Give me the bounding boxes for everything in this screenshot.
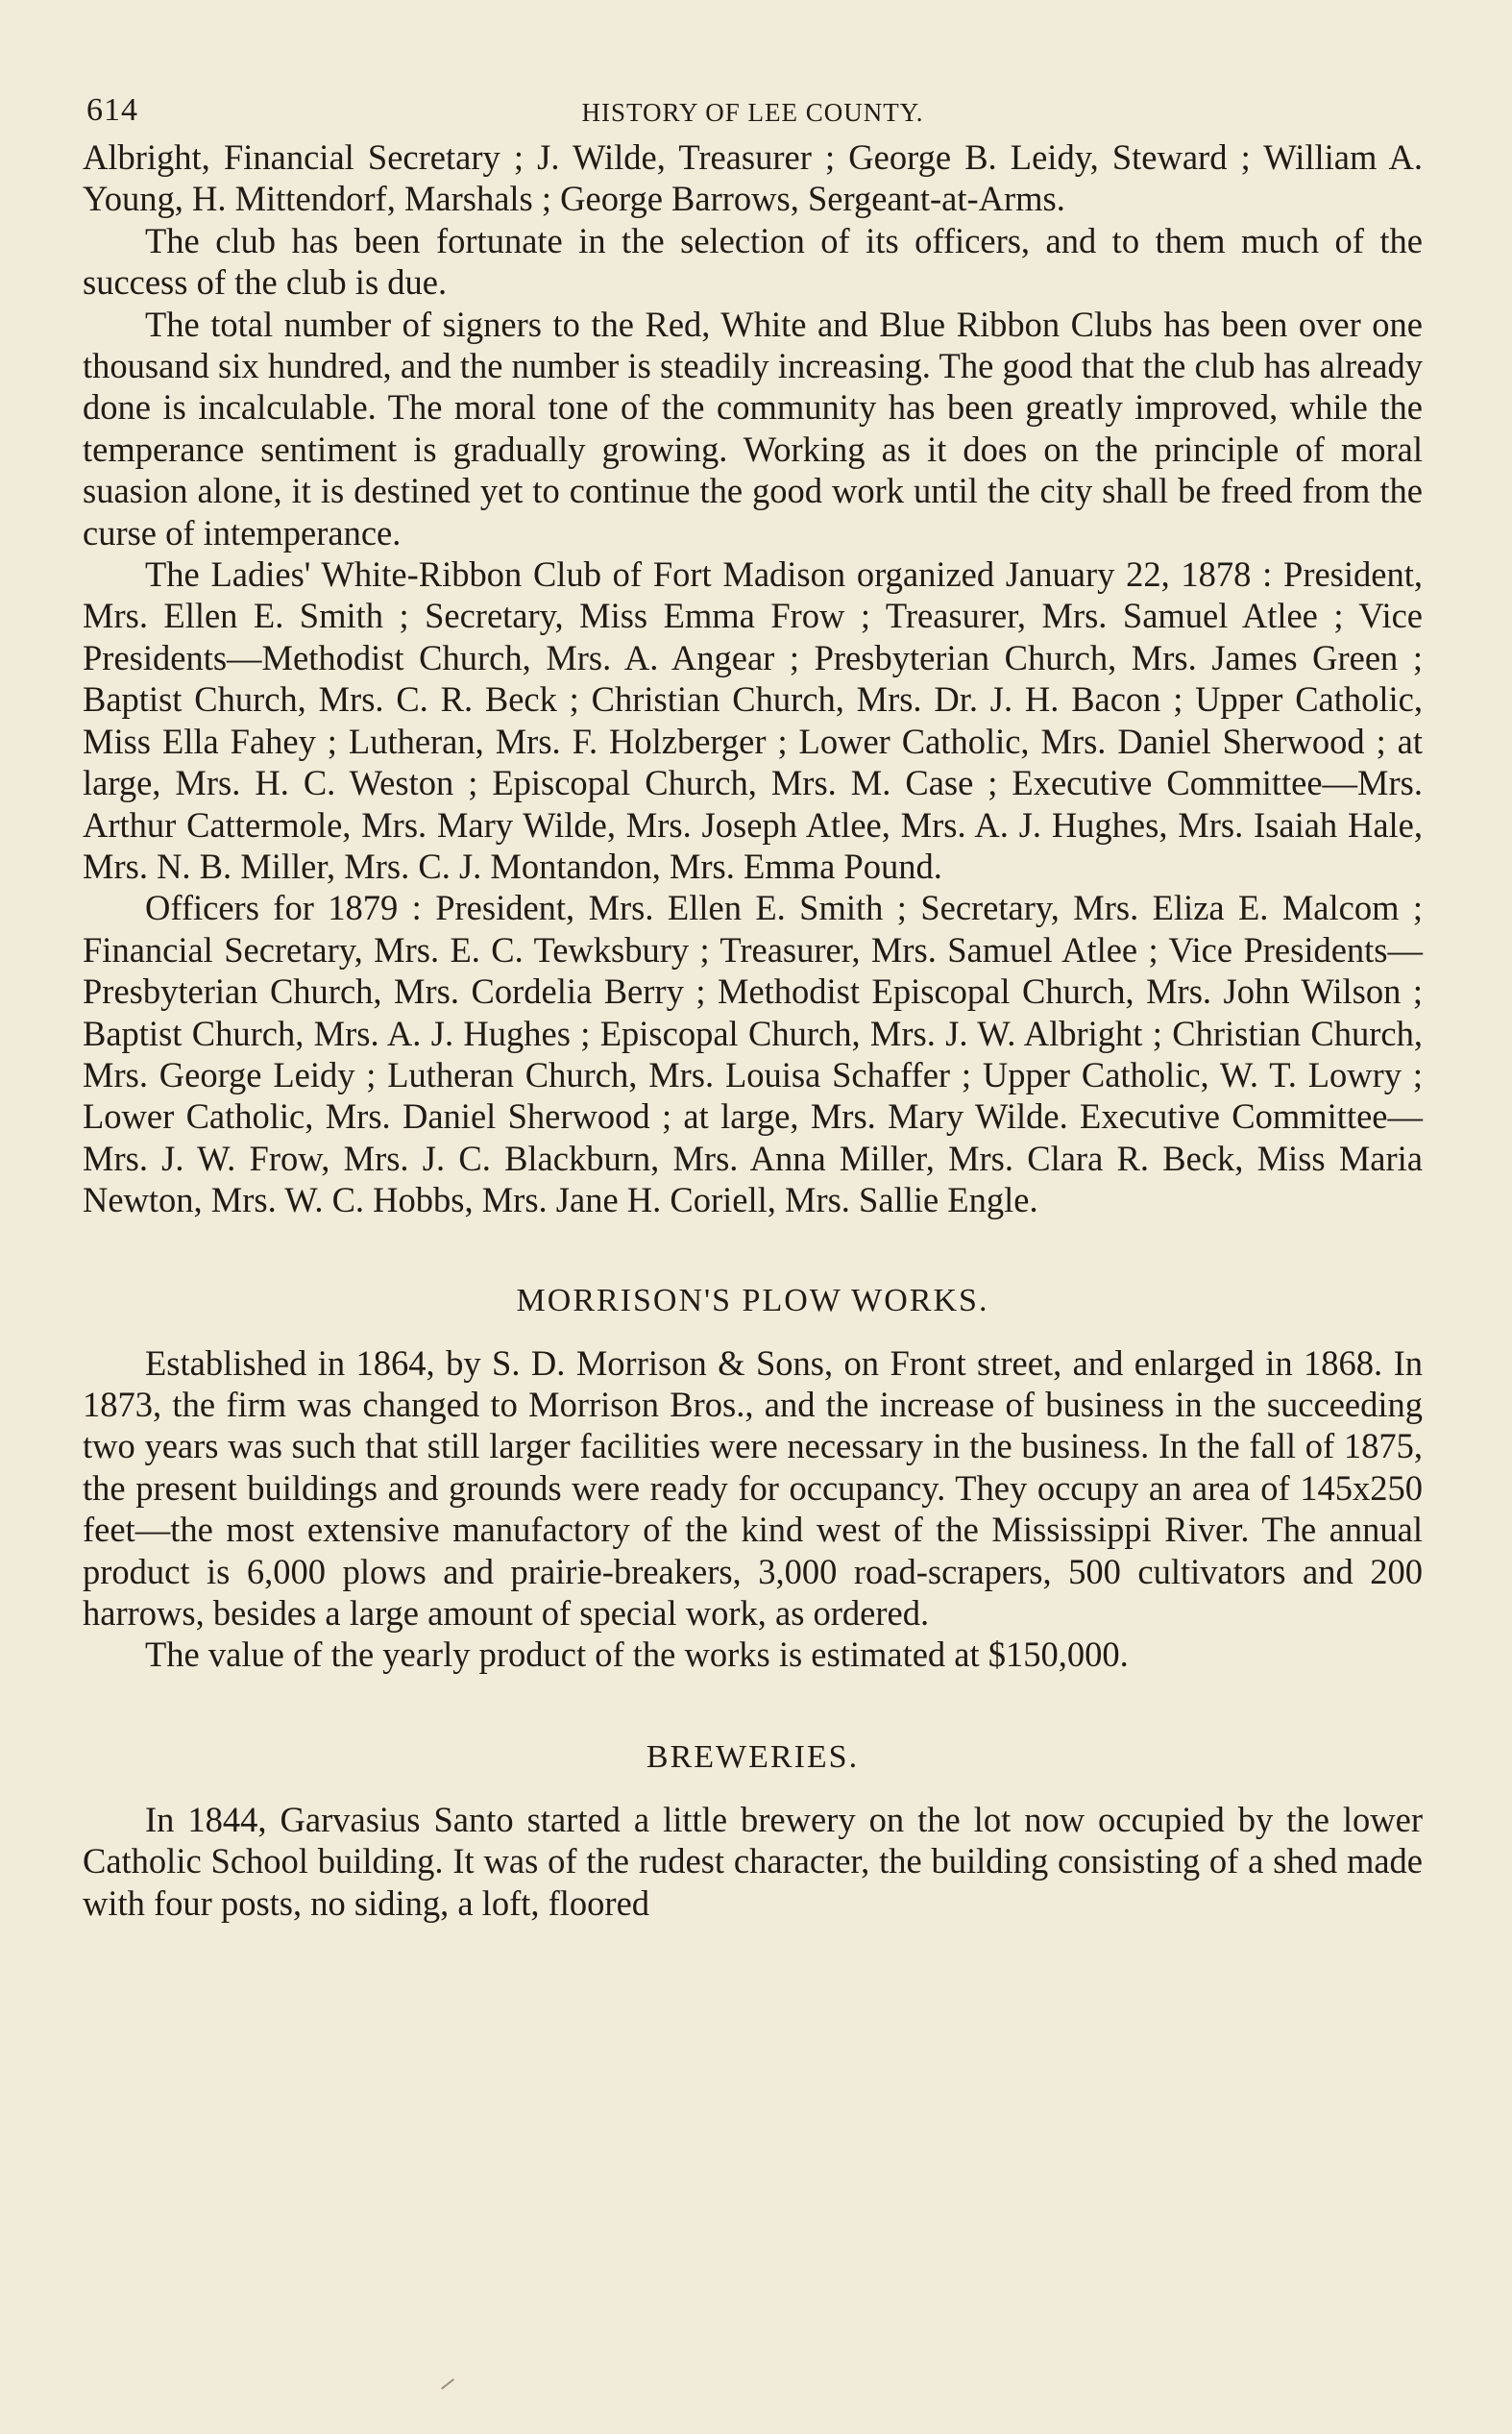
paragraph-ladies-club-1878: The Ladies' White-Ribbon Club of Fort Madison organized January 22, 1878 : President, Mrs. Ellen E. Smith ; Secretary, Miss Emma Frow ; Treasurer, Mrs. Samuel Atlee ; Vice Presidents—Methodist Church, Mrs. A. Angear ; Presbyterian Church, Mrs. James Green ; Baptist Church, Mrs. C. R. Beck ; Christian Church, Mrs. Dr. J. H. Bacon ; Upper Catholic, Miss Ella Fahey ; Lutheran, Mrs. F. Holzberger ; Lower Catholic, Mrs. Daniel Sherwood ; at large, Mrs. H. C. Weston ; Episcopal Church, Mrs. M. Case ; Executive Committee—Mrs. Arthur Cattermole, Mrs. Mary Wilde, Mrs. Joseph Atlee, Mrs. A. J. Hughes, Mrs. Isaiah Hale, Mrs. N. B. Miller, Mrs. C. J. Montandon, Mrs. Emma Pound. — [83, 554, 1423, 886]
paragraph-club-success: The club has been fortunate in the selection of its officers, and to them much of the success of the club is due. — [83, 220, 1423, 303]
heading-plow-works: MORRISON'S PLOW WORKS. — [516, 1282, 989, 1318]
page-number: 614 — [86, 92, 138, 128]
paragraph-officers-continued: Albright, Financial Secretary ; J. Wilde, Treasurer ; George B. Leidy, Steward ; William A. Young, H. Mittendorf, Marshals ; George Barrows, Sergeant-at-Arms. — [83, 137, 1423, 219]
paragraph-plow-works-value: The value of the yearly product of the works is estimated at $150,000. — [145, 1635, 1129, 1675]
stray-pen-mark — [441, 2378, 454, 2389]
paragraph-plow-works-history: Established in 1864, by S. D. Morrison & Sons, on Front street, and enlarged in 1868. In 1873, the firm was changed to Morrison Bros., and the increase of business in the succeeding two years was such that still larger facilities were necessary in the business. In the fall of 1875, the present buildings and grounds were ready for occupancy. They occupy an area of 145x250 feet—the most extensive manufactory of the kind west of the Mississippi River. The annual product is 6,000 plows and prairie-breakers, 3,000 road-scrapers, 500 cultivators and 200 harrows, besides a large amount of special work, as ordered. — [83, 1342, 1423, 1633]
book-page — [83, 92, 1423, 1924]
running-head — [83, 92, 1423, 136]
paragraph-breweries-history: In 1844, Garvasius Santo started a little brewery on the lot now occupied by the lower Catholic School building. It was of the rudest character, the building consisting of a shed made with four posts, no siding, a loft, floored — [83, 1799, 1423, 1923]
paragraph-officers-1879: Officers for 1879 : President, Mrs. Ellen E. Smith ; Secretary, Mrs. Eliza E. Malcom ; Financial Secretary, Mrs. E. C. Tewksbury ; Treasurer, Mrs. Samuel Atlee ; Vice Presidents—Presbyterian Church, Mrs. Cordelia Berry ; Methodist Episcopal Church, Mrs. John Wilson ; Baptist Church, Mrs. A. J. Hughes ; Episcopal Church, Mrs. J. W. Albright ; Christian Church, Mrs. George Leidy ; Lutheran Church, Mrs. Louisa Schaffer ; Upper Catholic, W. T. Lowry ; Lower Catholic, Mrs. Daniel Sherwood ; at large, Mrs. Mary Wilde. Executive Committee—Mrs. J. W. Frow, Mrs. J. C. Blackburn, Mrs. Anna Miller, Mrs. Clara R. Beck, Miss Maria Newton, Mrs. W. C. Hobbs, Mrs. Jane H. Coriell, Mrs. Sallie Engle. — [83, 888, 1423, 1220]
running-title: HISTORY OF LEE COUNTY. — [581, 98, 924, 127]
paragraph-signers: The total number of signers to the Red, White and Blue Ribbon Clubs has been over one thousand six hundred, and the number is steadily increasing. The good that the club has already done is incalculable. The moral tone of the community has been greatly improved, while the temperance sentiment is gradually growing. Working as it does on the principle of moral suasion alone, it is destined yet to continue the good work until the city shall be freed from the curse of intemperance. — [83, 304, 1423, 553]
heading-breweries: BREWERIES. — [646, 1738, 860, 1775]
